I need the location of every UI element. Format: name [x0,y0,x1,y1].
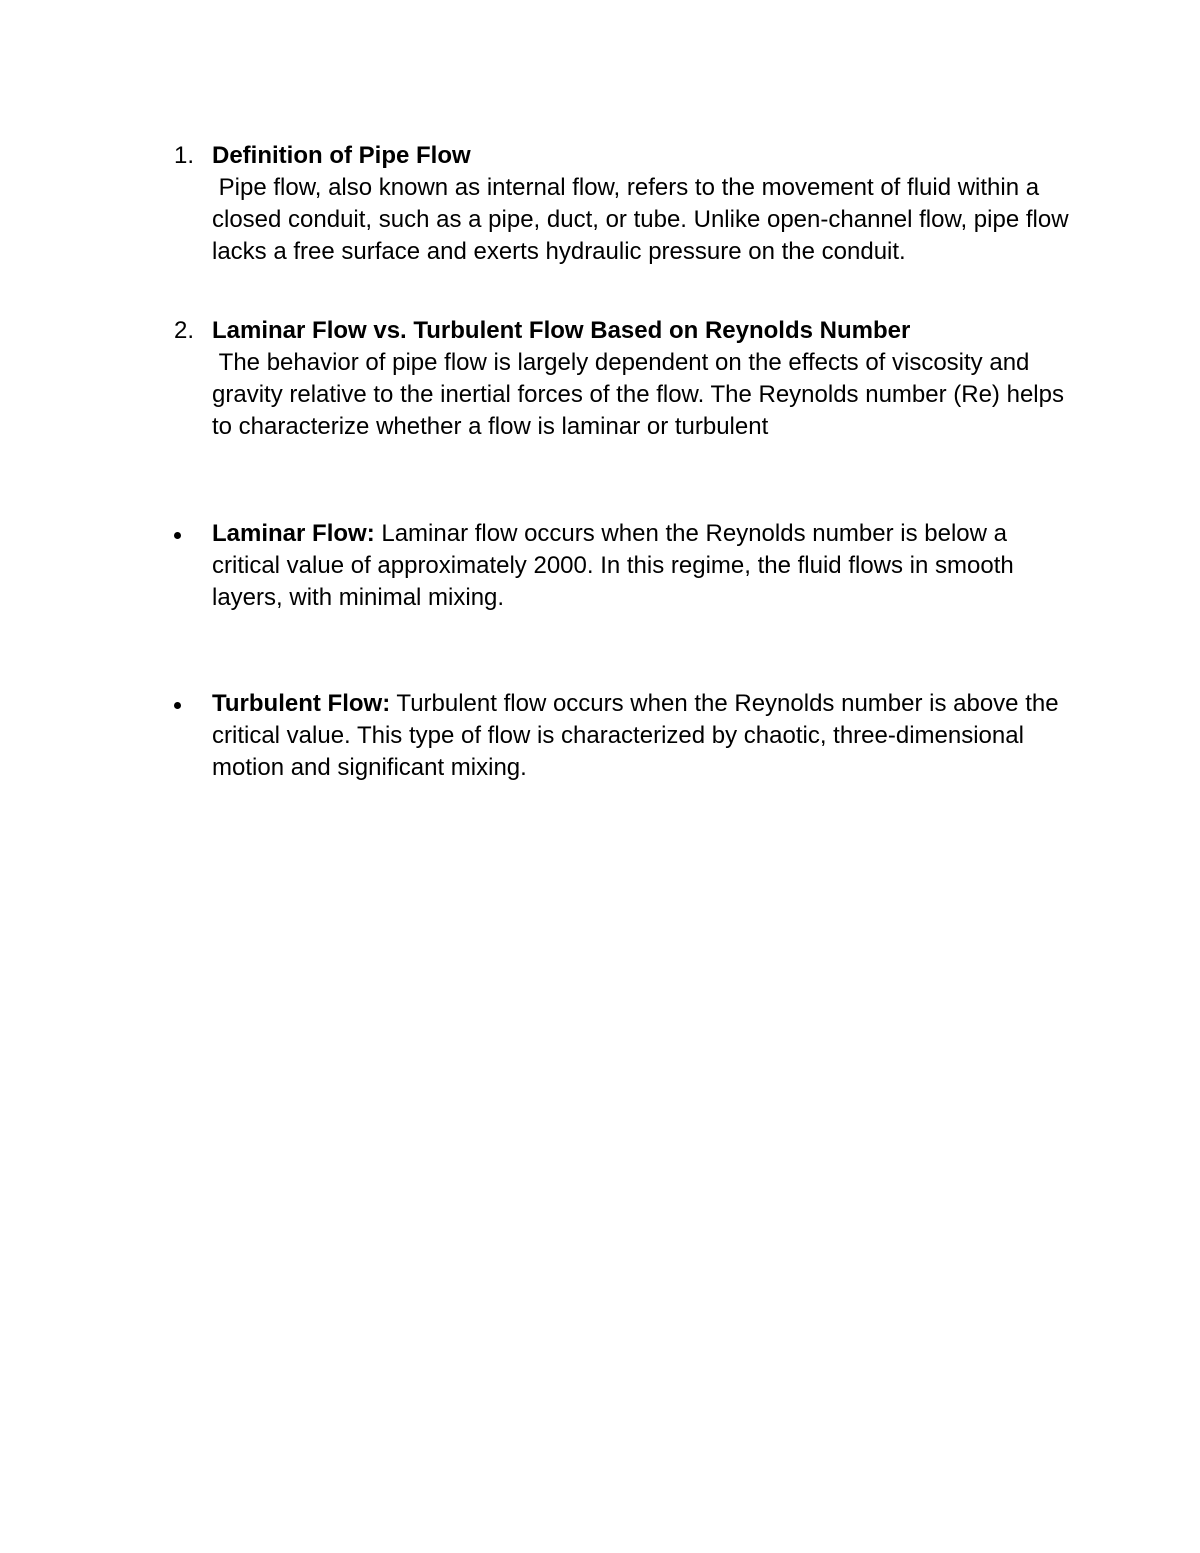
list-number: 2. [174,317,195,344]
numbered-item-definition [174,140,1076,268]
section-heading: Definition of Pipe Flow [212,142,471,169]
bullet-text: Laminar flow occurs when the Reynolds number is below a critical value of approximately 2000. In this regime, the fluid flows in smooth layers, with minimal mixing. [212,520,1014,611]
bullet-text: Turbulent flow occurs when the Reynolds number is above the critical value. This type of flow is characterized by chaotic, three-dimensional motion and significant mixing. [212,690,1059,781]
bullet-icon [174,532,181,539]
bullet-label: Turbulent Flow: [212,690,391,717]
bullet-item-turbulent [212,688,1072,784]
bullet-item-laminar [212,518,1072,614]
section-heading: Laminar Flow vs. Turbulent Flow Based on Reynolds Number [212,317,911,344]
numbered-item-laminar-vs-turbulent [174,315,1072,443]
section-body: Pipe flow, also known as internal flow, refers to the movement of fluid within a closed conduit, such as a pipe, duct, or tube. Unlike open-channel flow, pipe flow lacks a free surface and exerts hydraulic pressure on the conduit. [212,174,1076,265]
section-body: The behavior of pipe flow is largely dependent on the effects of viscosity and gravity relative to the inertial forces of the flow. The Reynolds number (Re) helps to characterize whether a flow is laminar or turbulent [212,349,1071,440]
list-number: 1. [174,142,195,169]
bullet-label: Laminar Flow: [212,520,375,547]
bullet-icon [174,702,181,709]
